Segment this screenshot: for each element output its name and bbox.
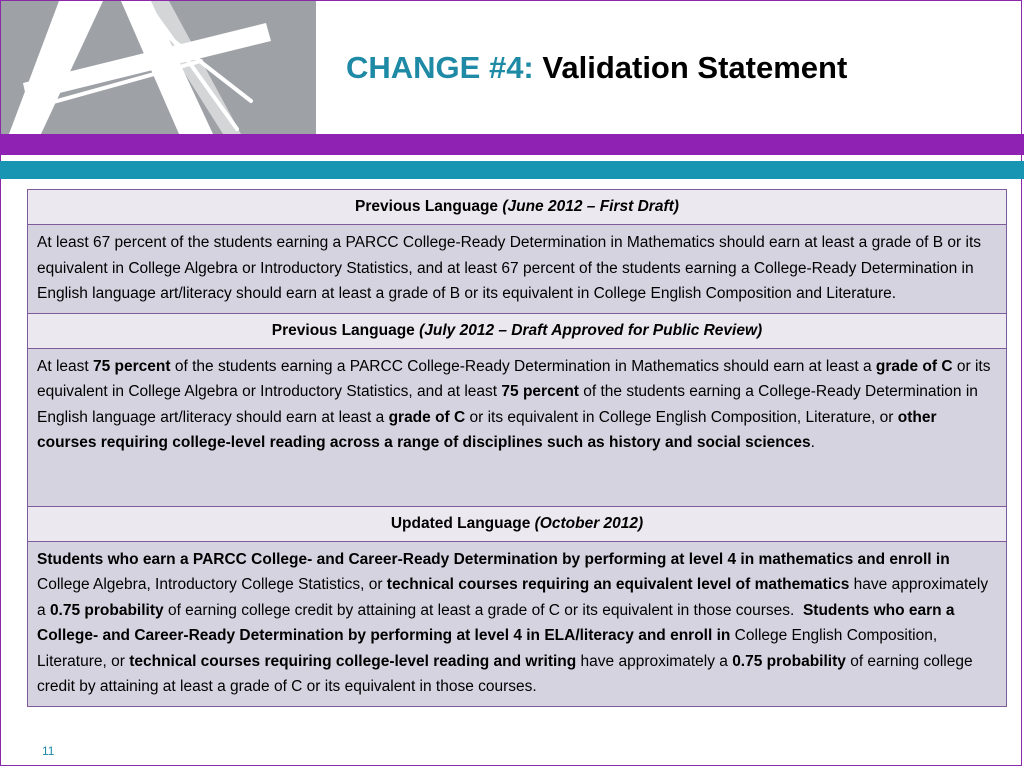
body-text: . — [810, 434, 815, 451]
section-body-june-2012 — [28, 225, 1007, 314]
header-note: (July 2012 – Draft Approved for Public Review) — [419, 321, 763, 339]
section-body-cell — [28, 225, 1007, 314]
body-text-bold: technical courses requiring college-level reading and writing — [129, 652, 577, 670]
body-text: of the students earning a College-Ready Determination in English language art/literacy should earn at least a — [37, 383, 978, 426]
title-main: Validation Statement — [542, 50, 848, 85]
body-text-bold: Students who earn a College- and Career-Ready Determination by performing at level 4 in ELA/literacy and enroll in — [37, 601, 955, 644]
body-text-bold: technical courses requiring an equivalent level of mathematics — [386, 576, 850, 593]
body-text: College Algebra, Introductory College Statistics, or — [37, 576, 387, 593]
section-body-july-2012 — [28, 348, 1007, 506]
header-label: Previous Language — [271, 321, 415, 339]
section-body-october-2012 — [28, 541, 1007, 706]
body-text: of the students earning a PARCC College-Ready Determination in Mathematics should earn at least a — [170, 357, 876, 375]
page-number: 11 — [42, 744, 55, 758]
body-text: or its equivalent in College English Composition, Literature, or — [465, 408, 898, 426]
section-header-july-2012 — [28, 313, 1007, 348]
body-text: have approximately a — [37, 576, 989, 619]
header-note: (October 2012) — [534, 514, 644, 532]
section-header-cell — [28, 506, 1007, 541]
section-body-cell — [28, 541, 1007, 706]
language-comparison-table — [27, 189, 1007, 707]
header-label: Previous Language — [355, 198, 499, 215]
body-text-bold: Students who earn a PARCC College- and Career-Ready Determination by performing at level 4 in mathematics and enroll in — [37, 550, 950, 568]
body-text: of earning college credit by attaining at least a grade of C or its equivalent in those courses. — [163, 601, 803, 619]
body-text-bold: other courses requiring college-level reading across a range of disciplines such as history and social sciences — [37, 408, 937, 451]
body-text-bold: 0.75 probability — [732, 652, 846, 670]
body-text: have approximately a — [576, 652, 733, 670]
body-text-bold: 75 percent — [93, 357, 171, 375]
title-prefix: CHANGE #4: — [346, 50, 534, 85]
body-text: or its equivalent in College Algebra or Introductory Statistics, and at least — [37, 357, 991, 400]
section-header-cell — [28, 190, 1007, 225]
body-text: of earning college credit by attaining at least a grade of C or its equivalent in those courses. — [37, 652, 973, 695]
body-text: College English Composition, Literature, or — [37, 627, 938, 670]
page-title — [346, 50, 847, 86]
purple-band — [0, 134, 1024, 155]
body-text-bold: grade of C — [875, 357, 953, 375]
logo-panel — [1, 1, 316, 134]
body-text-bold: grade of C — [388, 408, 466, 426]
body-text-bold: 0.75 probability — [49, 601, 164, 619]
letter-a-logo-icon — [1, 1, 316, 134]
section-header-cell — [28, 313, 1007, 348]
body-text-bold: 75 percent — [501, 383, 579, 400]
section-header-june-2012 — [28, 190, 1007, 225]
header-note: (June 2012 – First Draft) — [502, 198, 679, 215]
body-text: At least 67 percent of the students earning a PARCC College-Ready Determination in Mathematics should earn at least a grade of B or its equivalent in College Algebra or Introductory Statistics, and at least 67 percent of the students earning a College-Ready Determination in English language art/literacy should earn at least a grade of B or its equivalent in College English Composition and Literature. — [37, 234, 981, 302]
section-body-cell — [28, 348, 1007, 506]
section-header-october-2012 — [28, 506, 1007, 541]
teal-band — [0, 161, 1024, 179]
body-text: At least — [37, 357, 93, 375]
header-label: Updated Language — [390, 514, 531, 532]
